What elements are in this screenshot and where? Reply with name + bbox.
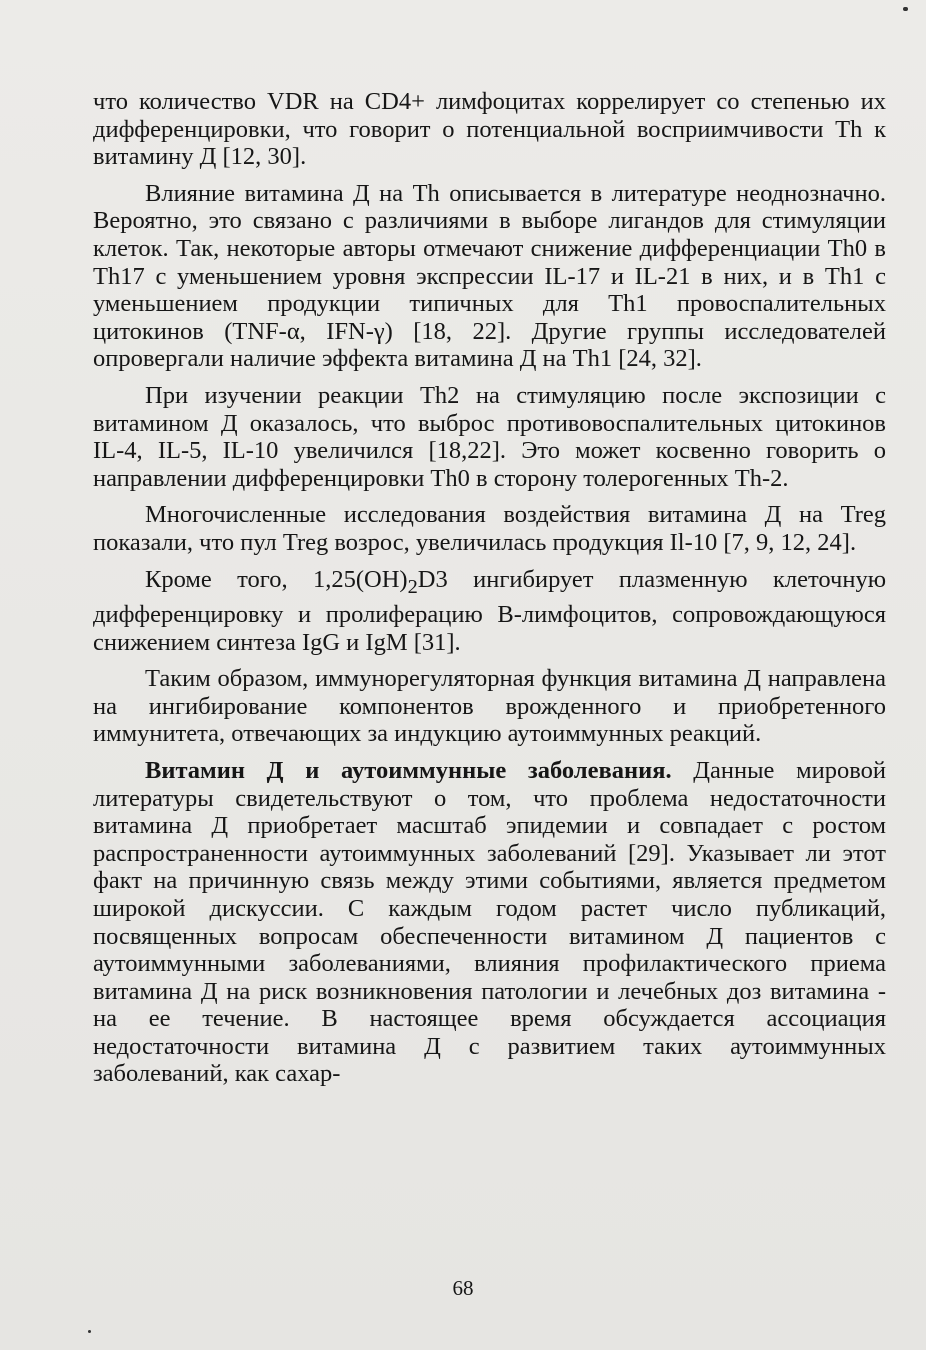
oh-subscript: 2 <box>407 575 418 598</box>
oh-formula-text: Кроме того, 1,25(OH) <box>145 565 408 593</box>
paragraph-b-lymphocytes <box>93 566 886 657</box>
scan-speck <box>88 1330 91 1333</box>
paragraph-vitamin-d-th: Влияние витамина Д на Th описывается в литературе неоднозначно. Вероятно, это связано с различиями в выборе лигандов для стимуляции клеток. Так, некоторые авторы отмечают снижение дифференциации Th0 в Th17 с уменьшением уровня экспрессии IL-17 и IL-21 в них, и в Th1 с уменьшением продукции типичных для Th1 провоспалительных цитокинов (TNF-α, IFN-γ) [18, 22]. Другие группы исследователей опровергали наличие эффекта витамина Д на Th1 [24, 32]. <box>93 179 886 373</box>
paragraph-vdr-continuation: что количество VDR на CD4+ лимфоцитах коррелирует со степенью их дифференцировки, что говорит о потенциальной восприимчивости Th к витамину Д [12, 30]. <box>93 88 886 171</box>
section-heading: Витамин Д и аутоиммунные заболевания. <box>145 756 672 784</box>
b-lymphocytes-text: D3 ингибирует плазменную клеточную дифференцировку и пролиферацию В-лимфоцитов, сопровождающуюся снижением синтеза IgG и IgM [31]. <box>93 565 886 656</box>
paragraph-autoimmune-diseases <box>93 757 886 1088</box>
page-number: 68 <box>452 1276 474 1300</box>
paragraph-treg-studies: Многочисленные исследования воздействия витамина Д на Treg показали, что пул Treg возрос, увеличилась продукция Il-10 [7, 9, 12, 24]. <box>93 501 886 556</box>
scan-speck <box>903 7 908 11</box>
paragraph-th2-reaction: При изучении реакции Th2 на стимуляцию после экспозиции с витамином Д оказалось, что выброс противовоспалительных цитокинов IL-4, IL-5, IL-10 увеличился [18,22]. Это может косвенно говорить о направлении дифференцировки Th0 в сторону толерогенных Th-2. <box>93 381 886 492</box>
paragraph-summary: Таким образом, иммунорегуляторная функция витамина Д направлена на ингибирование компонентов врожденного и приобретенного иммунитета, отвечающих за индукцию аутоиммунных реакций. <box>93 665 886 748</box>
body-text <box>93 88 886 1097</box>
autoimmune-text: Данные мировой литературы свидетельствуют о том, что проблема недостаточности витамина Д приобретает масштаб эпидемии и совпадает с ростом распространенности аутоиммунных заболеваний [29]. Указывает ли этот факт на причинную связь между этими событиями, является предметом широкой дискуссии. С каждым годом растет число публикаций, посвященных вопросам обеспеченности витамином Д пациентов с аутоиммунными заболеваниями, влияния профилактического приема витамина Д на риск возникновения патологии и лечебных доз витамина - на ее течение. В настоящее время обсуждается ассоциация недостаточности витамина Д с развитием таких аутоиммунных заболеваний, как сахар- <box>93 756 886 1088</box>
